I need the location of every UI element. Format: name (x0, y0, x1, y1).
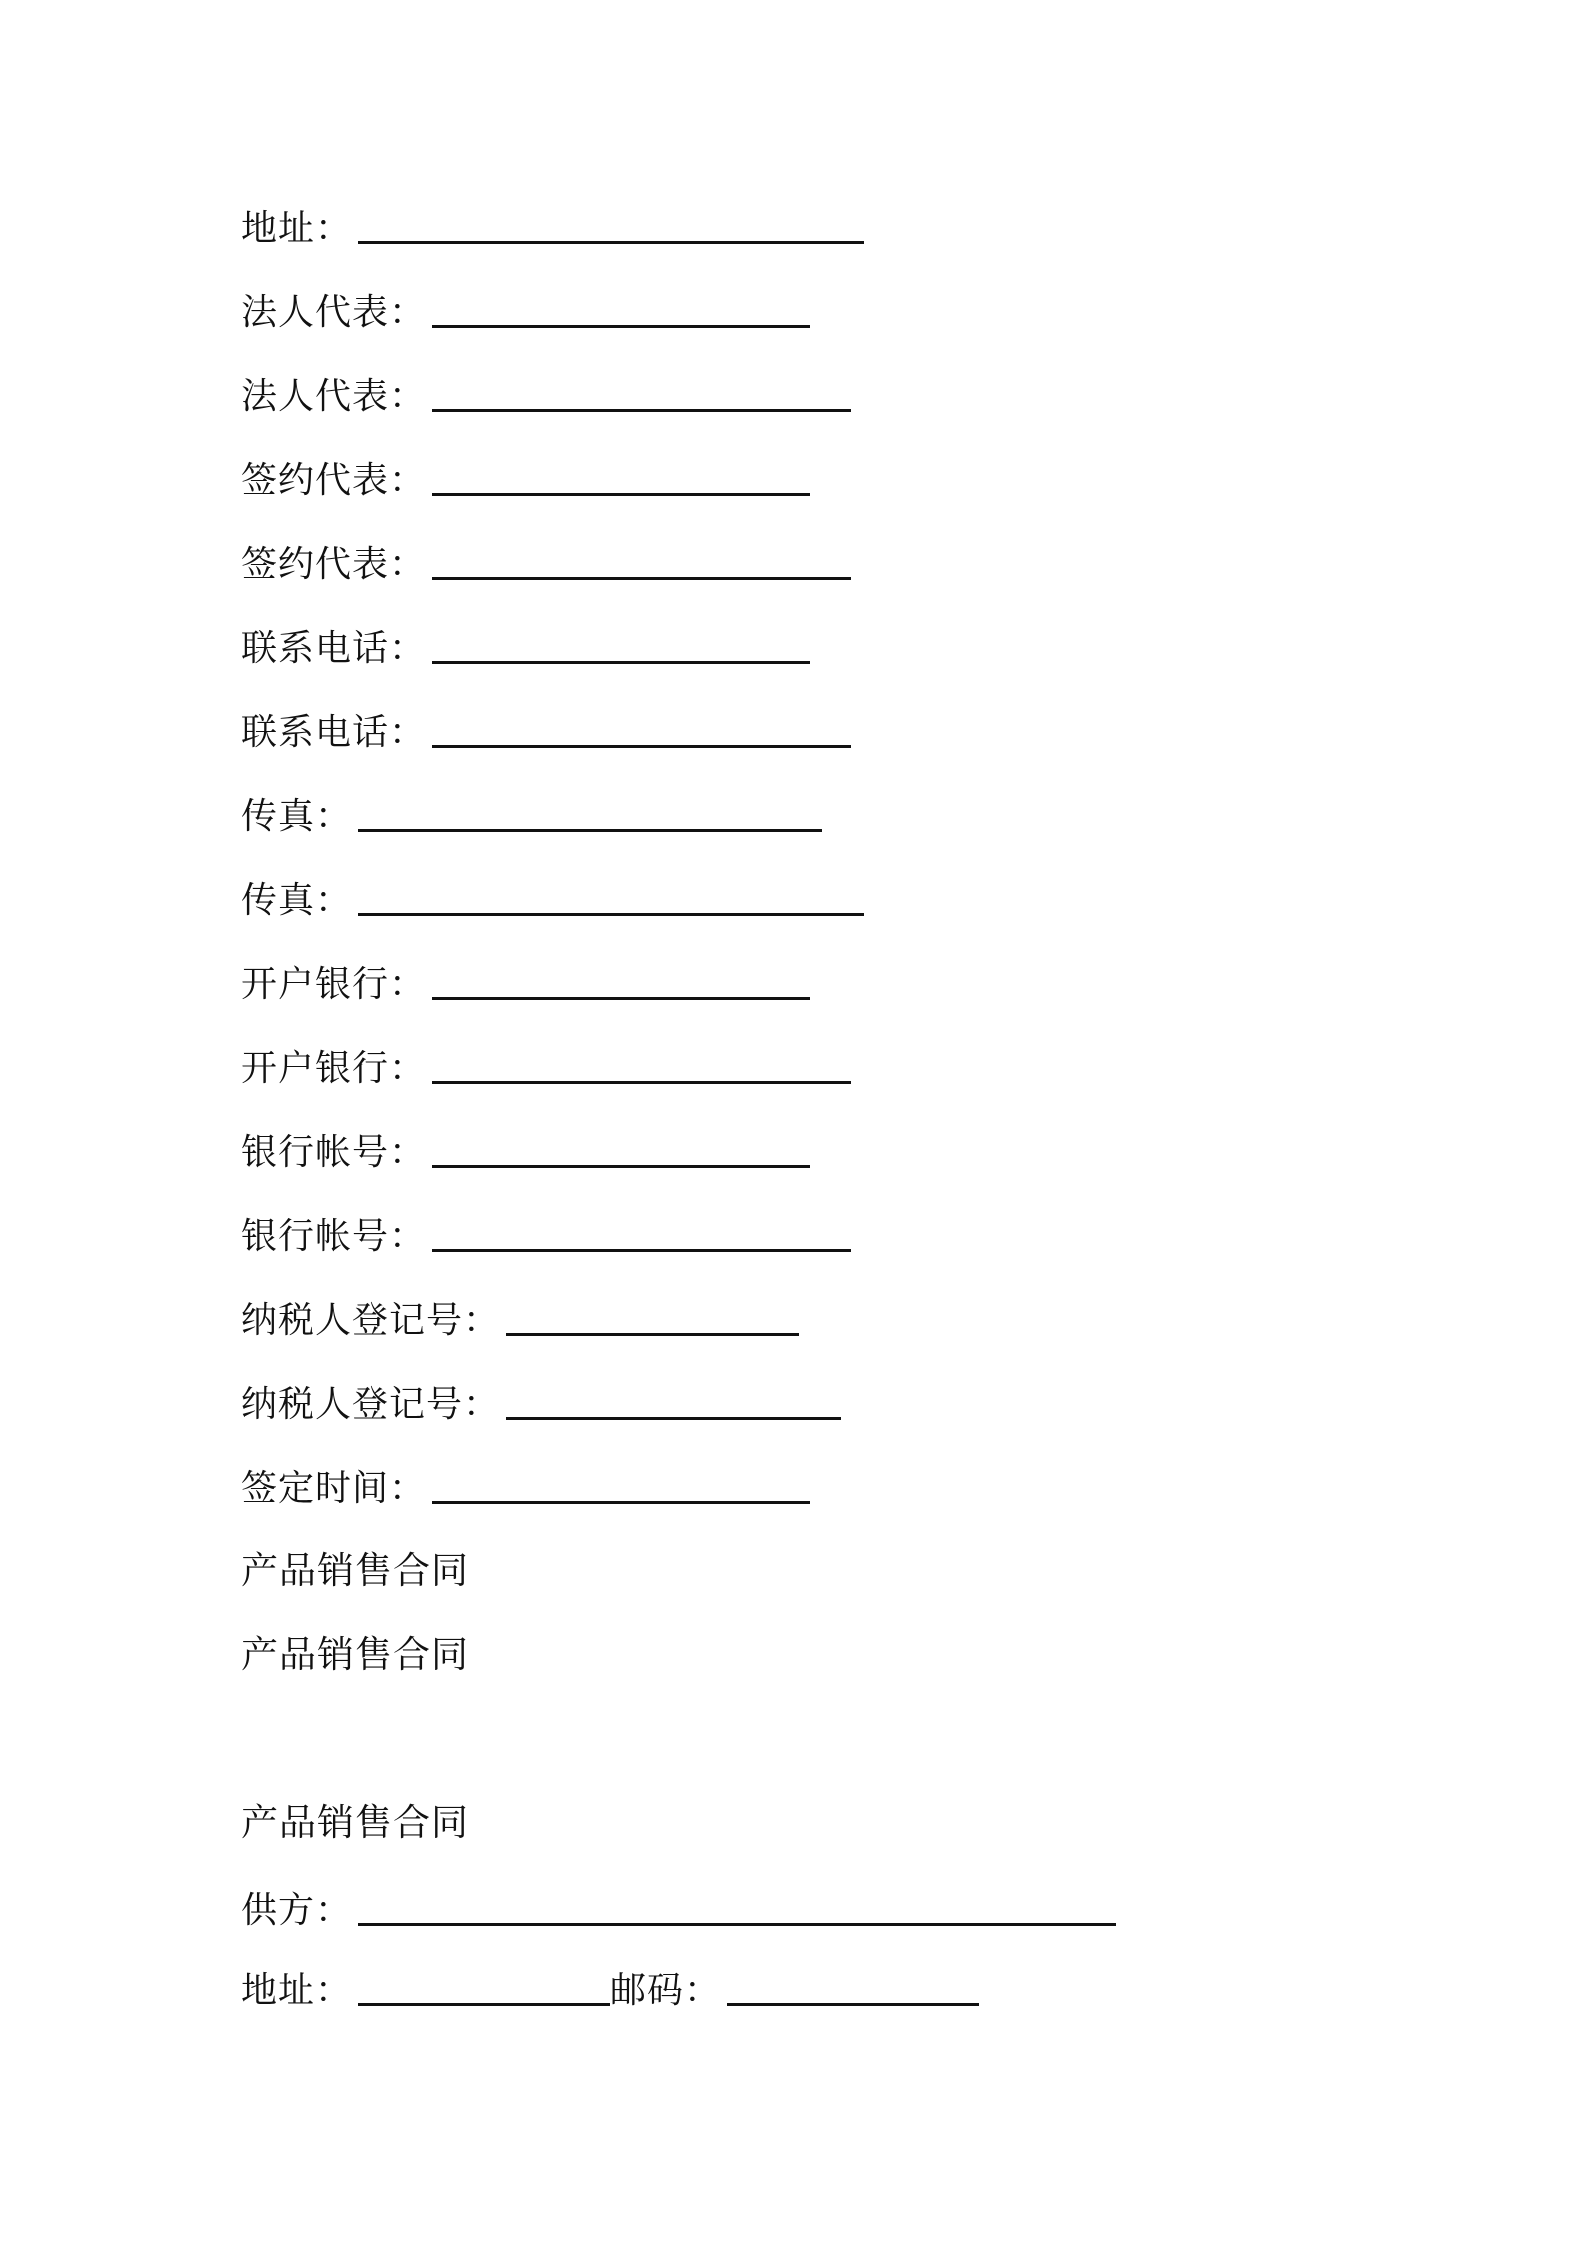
field-label: 供方： (241, 1890, 353, 1931)
fill-in-blank[interactable] (432, 453, 810, 496)
account-field (241, 1205, 851, 1265)
field-label: 开户银行： (241, 1048, 427, 1089)
field-label: 签定时间： (241, 1468, 427, 1509)
fax-field (241, 869, 864, 929)
contract-heading: 产品销售合同 (241, 1633, 469, 1676)
field-label: 银行帐号： (241, 1132, 427, 1173)
fill-in-blank[interactable] (432, 957, 810, 1000)
field-label: 纳税人登记号： (241, 1384, 501, 1425)
contract-heading: 产品销售合同 (241, 1549, 469, 1592)
field-label: 银行帐号： (241, 1216, 427, 1257)
fill-in-blank[interactable] (432, 537, 851, 580)
address-blank[interactable] (358, 1963, 610, 2006)
fill-in-blank[interactable] (506, 1293, 799, 1336)
address-postcode-field (241, 1959, 979, 2019)
field-label: 签约代表： (241, 460, 427, 501)
legal-rep-field (241, 365, 851, 425)
phone-field (241, 701, 851, 761)
field-label: 联系电话： (241, 712, 427, 753)
fill-in-blank[interactable] (432, 1461, 810, 1504)
fill-in-blank[interactable] (432, 1209, 851, 1252)
fill-in-blank[interactable] (432, 705, 851, 748)
supplier-field (241, 1879, 1116, 1939)
fill-in-blank[interactable] (432, 1125, 810, 1168)
field-label: 地址： (241, 208, 353, 249)
fill-in-blank[interactable] (432, 369, 851, 412)
fill-in-blank[interactable] (358, 873, 864, 916)
field-label: 联系电话： (241, 628, 427, 669)
address-label: 地址： (241, 1970, 353, 2011)
field-label: 法人代表： (241, 292, 427, 333)
fill-in-blank[interactable] (432, 621, 810, 664)
fill-in-blank[interactable] (358, 201, 864, 244)
legal-rep-field (241, 281, 810, 341)
field-label: 传真： (241, 796, 353, 837)
fill-in-blank[interactable] (358, 1883, 1116, 1926)
field-label: 法人代表： (241, 376, 427, 417)
postcode-label: 邮码： (610, 1970, 722, 2011)
fax-field (241, 785, 822, 845)
taxpayer-id-field (241, 1373, 841, 1433)
fill-in-blank[interactable] (432, 1041, 851, 1084)
fill-in-blank[interactable] (432, 285, 810, 328)
taxpayer-id-field (241, 1289, 799, 1349)
field-label: 签约代表： (241, 544, 427, 585)
fill-in-blank[interactable] (506, 1377, 841, 1420)
contract-heading: 产品销售合同 (241, 1801, 469, 1844)
field-label: 开户银行： (241, 964, 427, 1005)
account-field (241, 1121, 810, 1181)
fill-in-blank[interactable] (358, 789, 822, 832)
postcode-blank[interactable] (727, 1963, 979, 2006)
field-label: 纳税人登记号： (241, 1300, 501, 1341)
signing-date-field (241, 1457, 810, 1517)
phone-field (241, 617, 810, 677)
field-label: 传真： (241, 880, 353, 921)
address-field (241, 197, 864, 257)
bank-field (241, 1037, 851, 1097)
bank-field (241, 953, 810, 1013)
signing-rep-field (241, 533, 851, 593)
signing-rep-field (241, 449, 810, 509)
